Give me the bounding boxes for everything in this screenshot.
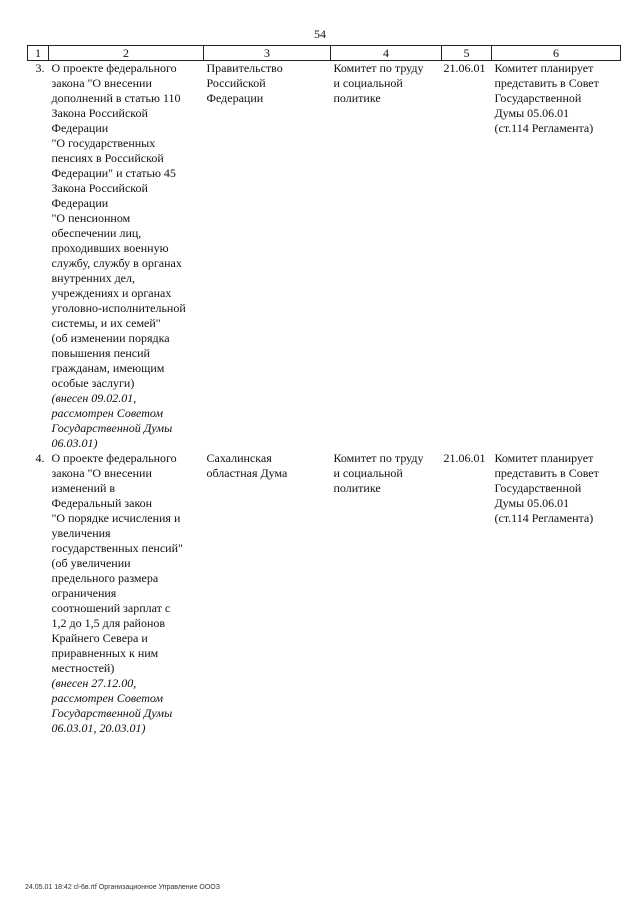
responsible-committee: Комитет по труду и социальной политике bbox=[333, 61, 424, 105]
bill-note: (внесен 09.02.01, рассмотрен Советом Государственной Думы 06.03.01) bbox=[51, 391, 173, 450]
page-number: 54 bbox=[314, 27, 326, 41]
column-header-3: 3 bbox=[204, 46, 331, 61]
bill-title: О проекте федерального закона "О внесении изменений в Федеральный закон "О порядке исчисления и увеличения государственных пенсий" (об увеличении предельного размера ограничения соотношений зарплат с 1,2 до 1,5 для районов Крайнего Севера и приравненных к ним местностей) bbox=[51, 451, 183, 675]
hearing-date: 21.06.01 bbox=[443, 61, 486, 75]
column-header-6: 6 bbox=[492, 46, 621, 61]
committee-plan: Комитет планирует представить в Совет Государственной Думы 05.06.01 (ст.114 Регламента) bbox=[494, 61, 599, 135]
table-row bbox=[28, 61, 621, 452]
bill-description bbox=[49, 451, 204, 736]
column-header-5: 5 bbox=[442, 46, 492, 61]
column-header-4: 4 bbox=[331, 46, 442, 61]
bill-description bbox=[49, 61, 204, 452]
bill-note: (внесен 27.12.00, рассмотрен Советом Государственной Думы 06.03.01, 20.03.01) bbox=[51, 676, 173, 735]
column-header-1: 1 bbox=[28, 46, 49, 61]
agenda-table bbox=[27, 45, 621, 736]
bill-title: О проекте федерального закона "О внесении дополнений в статью 110 Закона Российской Федерации "О государственных пенсиях в Российской Федерации" и статью 45 Закона Российской Федерации "О пенсионном обеспечении лиц, проходивших военную службу, службу в органах внутренних дел, учреждениях и органах уголовно-исполнительной системы, и их семей" (об изменении порядка повышения пенсий гражданам, имеющим особые заслуги) bbox=[51, 61, 186, 390]
bill-author: Сахалинская областная Дума bbox=[206, 451, 288, 480]
hearing-date: 21.06.01 bbox=[443, 451, 486, 465]
bill-author: Правительство Российской Федерации bbox=[206, 61, 283, 105]
item-number: 3. bbox=[35, 61, 45, 75]
item-number: 4. bbox=[35, 451, 45, 465]
document-footer: 24.05.01 18:42 cl-6в.rtf Организационное Управление ОООЗ bbox=[25, 884, 220, 891]
table-row bbox=[28, 451, 621, 736]
committee-plan: Комитет планирует представить в Совет Государственной Думы 05.06.01 (ст.114 Регламента) bbox=[494, 451, 599, 525]
table-header bbox=[28, 46, 621, 61]
responsible-committee: Комитет по труду и социальной политике bbox=[333, 451, 424, 495]
column-header-2: 2 bbox=[49, 46, 204, 61]
